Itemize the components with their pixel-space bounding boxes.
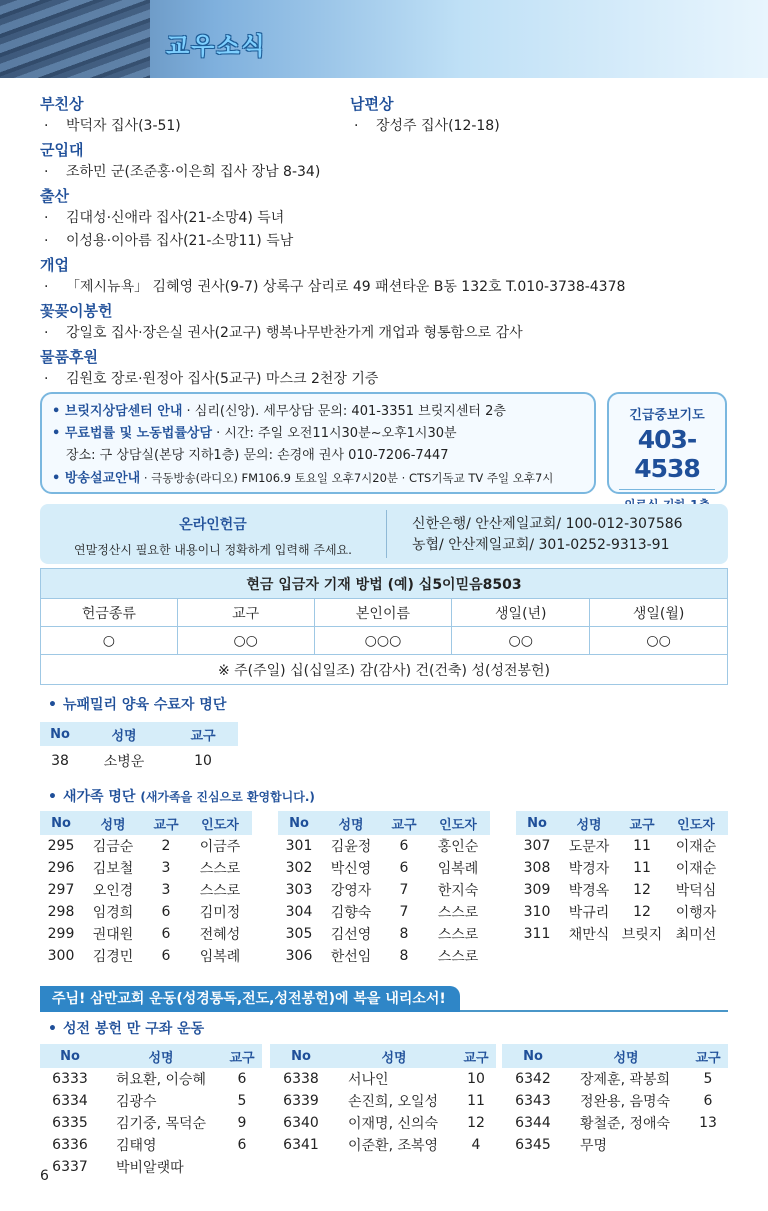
table-cell: 6341 [283, 1137, 319, 1153]
newfamily-table-3 [516, 811, 728, 945]
column-header: No [270, 1044, 332, 1068]
table-row [270, 1090, 496, 1112]
table-cell: 한지숙 [437, 883, 479, 899]
table-cell: 308 [523, 860, 551, 876]
bricks-section-title [48, 1018, 204, 1038]
deposit-symbol: ○○ [590, 627, 728, 655]
table-cell: 6340 [283, 1115, 319, 1131]
table-row [278, 901, 490, 923]
table-cell: 김보철 [92, 861, 134, 877]
table-row [40, 879, 252, 901]
bereavement-husband [350, 92, 660, 138]
table-cell: 309 [523, 882, 551, 898]
table-cell: 이재순 [675, 861, 717, 877]
category-title: 꽃꽂이봉헌 [40, 302, 113, 320]
table-row [40, 923, 252, 945]
table-cell: 전혜성 [199, 927, 241, 943]
bereavement-row [40, 92, 740, 138]
table-cell: 소병운 [103, 754, 145, 770]
divider [619, 489, 715, 490]
column-header: 교구 [456, 1044, 496, 1068]
table-cell: 김미정 [199, 905, 241, 921]
table-cell: 6335 [52, 1115, 88, 1131]
table-cell: 10 [467, 1071, 485, 1087]
table-row [40, 945, 252, 967]
table-cell: 김경민 [92, 949, 134, 965]
table-cell: 박덕심 [675, 883, 717, 899]
table-cell: 6 [161, 926, 171, 942]
deposit-legend: ※ 주(주일) 십(십일조) 감(감사) 건(건축) 성(성전봉헌) [41, 655, 728, 685]
table-row [40, 1112, 262, 1134]
table-cell: 임복례 [199, 949, 241, 965]
table-cell: 장제훈, 곽봉희 [580, 1072, 671, 1088]
table-row [40, 1090, 262, 1112]
table-cell: 박규리 [568, 905, 610, 921]
table-cell: 이금주 [199, 839, 241, 855]
table-cell: 10 [194, 753, 212, 769]
table-row [270, 1112, 496, 1134]
column-header: No [502, 1044, 564, 1068]
column-header: 교구 [168, 722, 238, 746]
table-cell: 12 [633, 904, 651, 920]
table-cell: 5 [237, 1093, 247, 1109]
table-cell: 304 [285, 904, 313, 920]
column-header: 인도자 [664, 811, 728, 835]
table-cell: 6339 [283, 1093, 319, 1109]
table-cell: 296 [47, 860, 75, 876]
table-cell: 권대원 [92, 927, 134, 943]
table-cell: 6 [237, 1071, 247, 1087]
deposit-column: 교구 [177, 599, 314, 627]
column-header: 성명 [564, 1044, 688, 1068]
bricks-table-2 [270, 1044, 496, 1156]
table-cell: 5 [703, 1071, 713, 1087]
newfamily-table-2 [278, 811, 490, 967]
newfamily-section-title [48, 786, 315, 806]
table-cell: 임경희 [92, 905, 134, 921]
table-row [40, 835, 252, 857]
table-cell: 강영자 [330, 883, 372, 899]
table-cell: 6 [161, 948, 171, 964]
info-label: • 브릿지상담센터 안내 [52, 404, 183, 419]
column-header: No [40, 1044, 100, 1068]
foster-section-title [48, 694, 226, 714]
offering-info [40, 504, 386, 564]
table-row [278, 923, 490, 945]
table-row [40, 1068, 262, 1090]
table-cell: 무명 [580, 1138, 608, 1154]
table-cell: 손진희, 오일성 [348, 1094, 439, 1110]
table-cell: 채만식 [568, 927, 610, 943]
table-row [40, 857, 252, 879]
info-label: • 무료법률 및 노동법률상담 [52, 426, 213, 441]
table-cell: 스스로 [437, 949, 479, 965]
table-cell: 김태영 [116, 1138, 157, 1154]
table-row [516, 901, 728, 923]
info-line-counseling [52, 401, 584, 423]
table-row [502, 1090, 728, 1112]
header-banner [0, 0, 768, 78]
table-row [502, 1134, 728, 1156]
table-cell: 13 [699, 1115, 717, 1131]
news-item: · 김원호 장로·원정아 집사(5교구) 마스크 2천장 기증 [40, 368, 740, 391]
info-text: · 시간: 주일 오전11시30분~오후1시30분 [212, 426, 457, 441]
deposit-symbol: ○○ [177, 627, 314, 655]
bricks-table-1 [40, 1044, 262, 1178]
column-header: No [40, 722, 80, 746]
table-cell: 11 [633, 860, 651, 876]
table-cell: 임복례 [437, 861, 479, 877]
table-row [516, 835, 728, 857]
table-cell: 38 [51, 753, 69, 769]
table-cell: 302 [285, 860, 313, 876]
column-header: No [278, 811, 320, 835]
table-cell: 12 [467, 1115, 485, 1131]
category-title: 군입대 [40, 141, 84, 159]
bereavement-father [40, 92, 350, 138]
table-cell: 정완용, 음명숙 [580, 1094, 671, 1110]
info-text: 장소: 구 상담실(본당 지하1층) 문의: 손경애 권사 010-7206-7447 [66, 448, 449, 463]
table-cell: 305 [285, 926, 313, 942]
prayer-box [607, 392, 727, 494]
table-cell: 서나인 [348, 1072, 389, 1088]
table-cell: 11 [633, 838, 651, 854]
section-title-text: 성전 봉헌 만 구좌 운동 [62, 1021, 205, 1037]
section-subtitle: (새가족을 진심으로 환영합니다.) [140, 790, 315, 804]
bank-account: 신한은행/ 안산제일교회/ 100-012-307586 [412, 516, 683, 532]
deposit-symbol: ○ [41, 627, 178, 655]
bullet-icon: • [48, 789, 57, 805]
prayer-title: 긴급중보기도 [629, 408, 705, 423]
table-cell: 한선임 [330, 949, 372, 965]
online-offering-box [40, 504, 728, 564]
table-cell: 2 [161, 838, 171, 854]
table-cell: 6334 [52, 1093, 88, 1109]
table-cell: 303 [285, 882, 313, 898]
column-header: 성명 [100, 1044, 222, 1068]
table-cell: 7 [399, 904, 409, 920]
bank-account: 농협/ 안산제일교회/ 301-0252-9313-91 [412, 537, 670, 553]
category-title: 출산 [40, 187, 69, 205]
bullet-icon: • [48, 697, 57, 713]
column-header: 교구 [144, 811, 188, 835]
table-cell: 307 [523, 838, 551, 854]
table-cell: 최미선 [675, 927, 717, 943]
divider [386, 510, 387, 558]
table-cell: 6345 [515, 1137, 551, 1153]
table-row [502, 1112, 728, 1134]
table-cell: 306 [285, 948, 313, 964]
table-cell: 오인경 [92, 883, 134, 899]
section-title-text: 새가족 명단 [62, 789, 136, 805]
news-item: · 이성용·이아름 집사(21-소망11) 득남 [40, 230, 740, 253]
table-cell: 3 [161, 882, 171, 898]
column-header: 성명 [558, 811, 620, 835]
table-cell: 김광수 [116, 1094, 157, 1110]
table-cell: 황철준, 정애숙 [580, 1116, 671, 1132]
deposit-column: 본인이름 [314, 599, 452, 627]
table-cell: 298 [47, 904, 75, 920]
bricks-table-3 [502, 1044, 728, 1156]
column-header: 성명 [320, 811, 382, 835]
info-label: • 방송설교안내 [52, 471, 141, 486]
table-cell: 6 [703, 1093, 713, 1109]
table-cell: 6 [399, 838, 409, 854]
info-line-legal-place [52, 445, 584, 467]
table-cell: 스스로 [199, 883, 241, 899]
table-cell: 스스로 [437, 927, 479, 943]
info-box [40, 392, 596, 494]
table-cell: 299 [47, 926, 75, 942]
column-header: 교구 [222, 1044, 262, 1068]
table-cell: 301 [285, 838, 313, 854]
header-photo [0, 0, 150, 78]
table-row [502, 1068, 728, 1090]
page-title: 교우소식 [166, 32, 267, 60]
table-cell: 박경자 [568, 861, 610, 877]
column-header: 교구 [382, 811, 426, 835]
deposit-symbol: ○○○ [314, 627, 452, 655]
table-cell: 311 [523, 926, 551, 942]
column-header: 인도자 [188, 811, 252, 835]
category-title: 남편상 [350, 95, 394, 113]
table-cell [222, 1156, 262, 1178]
table-cell: 박비알랫따 [116, 1160, 184, 1176]
table-row [270, 1134, 496, 1156]
deposit-column: 헌금종류 [41, 599, 178, 627]
deposit-column: 생일(년) [452, 599, 590, 627]
table-cell: 6 [399, 860, 409, 876]
table-cell: 297 [47, 882, 75, 898]
bank-accounts [412, 514, 683, 556]
table-cell: 6344 [515, 1115, 551, 1131]
table-row [40, 1156, 262, 1178]
table-cell: 11 [467, 1093, 485, 1109]
table-cell: 295 [47, 838, 75, 854]
table-cell: 6342 [515, 1071, 551, 1087]
table-cell: 김윤정 [330, 839, 372, 855]
table-cell: 6336 [52, 1137, 88, 1153]
table-row [516, 923, 728, 945]
table-row [278, 945, 490, 967]
table-cell: 이재순 [675, 839, 717, 855]
deposit-symbol: ○○ [452, 627, 590, 655]
table-cell: 김선영 [330, 927, 372, 943]
table-cell: 브릿지 [621, 927, 663, 943]
table-cell: 9 [237, 1115, 247, 1131]
table-cell: 6338 [283, 1071, 319, 1087]
column-header: No [40, 811, 82, 835]
table-cell: 6 [237, 1137, 247, 1153]
table-cell: 김금순 [92, 839, 134, 855]
info-line-broadcast [52, 467, 584, 490]
category-title: 물품후원 [40, 348, 98, 366]
table-row [270, 1068, 496, 1090]
info-line-legal [52, 423, 584, 445]
table-cell: 김기중, 목덕순 [116, 1116, 207, 1132]
table-cell: 6 [161, 904, 171, 920]
column-header: No [516, 811, 558, 835]
news-item: · 박덕자 집사(3-51) [40, 115, 350, 138]
table-cell: 300 [47, 948, 75, 964]
table-row [40, 1134, 262, 1156]
banner-text: 주님! 삼만교회 운동(성경통독,전도,성전봉헌)에 복을 내리소서! [40, 986, 460, 1012]
newfamily-table-1 [40, 811, 252, 967]
table-cell: 8 [399, 926, 409, 942]
table-row [278, 857, 490, 879]
table-cell: 김향숙 [330, 905, 372, 921]
table-cell: 스스로 [199, 861, 241, 877]
table-cell: 홍인순 [437, 839, 479, 855]
table-cell: 8 [399, 948, 409, 964]
table-cell: 이재명, 신의숙 [348, 1116, 439, 1132]
deposit-method-table [40, 568, 728, 685]
table-cell: 310 [523, 904, 551, 920]
column-header: 성명 [332, 1044, 456, 1068]
church-news [40, 92, 740, 391]
table-cell: 허요환, 이승혜 [116, 1072, 207, 1088]
column-header: 성명 [80, 722, 168, 746]
table-row [278, 879, 490, 901]
table-cell: 이준환, 조복영 [348, 1138, 439, 1154]
table-row [278, 835, 490, 857]
table-cell: 6337 [52, 1159, 88, 1175]
table-cell: 6343 [515, 1093, 551, 1109]
table-cell: 스스로 [437, 905, 479, 921]
table-cell: 7 [399, 882, 409, 898]
section-title-text: 뉴패밀리 양육 수료자 명단 [62, 697, 227, 713]
info-text: · 심리(신앙). 세무상담 문의: 401-3351 브릿지센터 2층 [182, 404, 506, 419]
offering-title: 온라인헌금 [179, 517, 247, 533]
table-cell: 4 [471, 1137, 481, 1153]
table-row [40, 901, 252, 923]
news-item: · 장성주 집사(12-18) [350, 115, 660, 138]
table-cell: 12 [633, 882, 651, 898]
prayer-phone: 403-4538 [634, 425, 700, 483]
prayer-banner [40, 986, 728, 1012]
table-row [516, 857, 728, 879]
column-header: 교구 [688, 1044, 728, 1068]
table-cell: 6333 [52, 1071, 88, 1087]
table-cell: 박신영 [330, 861, 372, 877]
table-cell [688, 1134, 728, 1156]
deposit-column: 생일(월) [590, 599, 728, 627]
column-header: 성명 [82, 811, 144, 835]
news-item: · 「제시뉴욕」 김혜영 권사(9-7) 상록구 삼리로 49 패션타운 B동 132호 T.010-3738-4378 [40, 276, 740, 299]
table-cell: 이행자 [675, 905, 717, 921]
deposit-title: 현금 입금자 기재 방법 (예) 십5이믿음8503 [41, 569, 728, 599]
column-header: 교구 [620, 811, 664, 835]
table-cell: 도문자 [568, 839, 610, 855]
page-number: 6 [40, 1168, 49, 1184]
foster-table [40, 722, 238, 776]
news-item: · 강일호 집사·장은실 권사(2교구) 행복나무반찬가게 개업과 형통함으로 감사 [40, 322, 740, 345]
table-row [516, 879, 728, 901]
table-cell: 3 [161, 860, 171, 876]
category-title: 부친상 [40, 95, 84, 113]
info-text: · 극동방송(라디오) FM106.9 토요일 오후7시20분 · CTS기독교 TV 주일 오후7시 [140, 471, 554, 485]
column-header: 인도자 [426, 811, 490, 835]
category-title: 개업 [40, 256, 69, 274]
offering-note: 연말정산시 필요한 내용이니 정확하게 입력해 주세요. [74, 543, 352, 557]
bullet-icon: • [48, 1021, 57, 1037]
news-item: · 조하민 군(조준홍·이은희 집사 장남 8-34) [40, 161, 740, 184]
table-cell: 박경옥 [568, 883, 610, 899]
news-item: · 김대성·신애라 집사(21-소망4) 득녀 [40, 207, 740, 230]
